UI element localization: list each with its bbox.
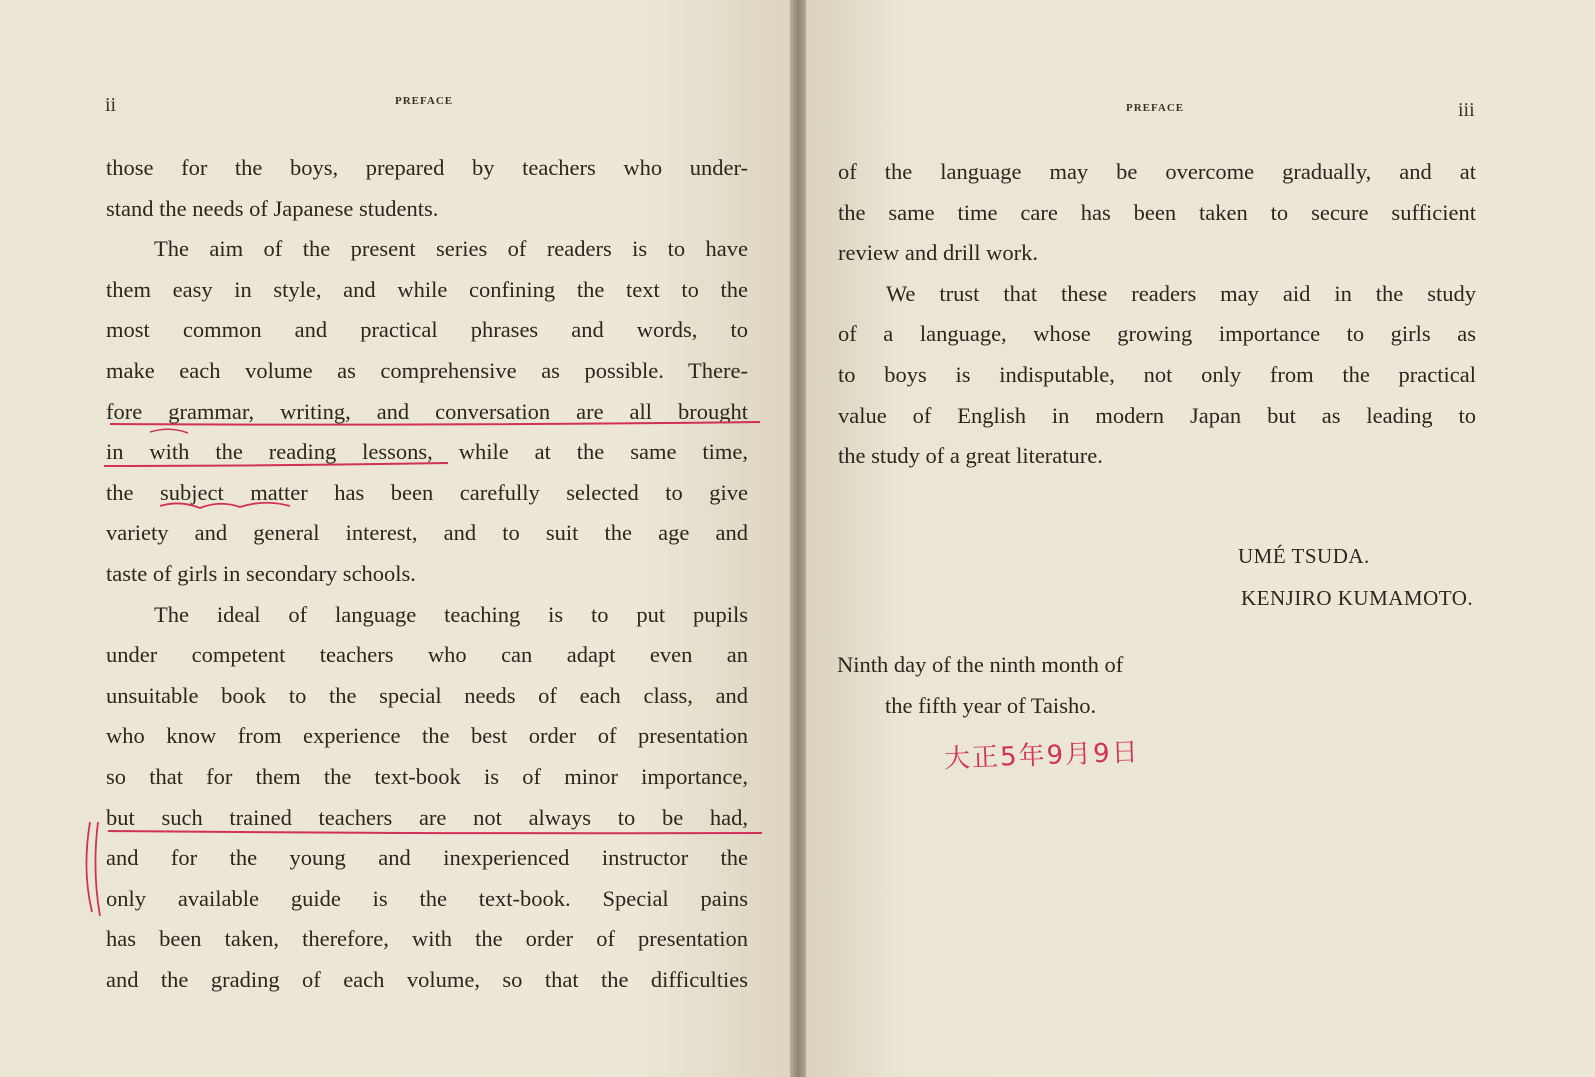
text-line: and for the young and inexperienced instructor the (106, 845, 748, 871)
text-line: make each volume as comprehensive as possible. There- (106, 357, 748, 383)
text-line: the subject matter has been carefully selected to give (106, 479, 748, 505)
text-line: them easy in style, and while confining the text to the (106, 276, 748, 302)
text-line: but such trained teachers are not always to be had, (106, 804, 748, 830)
text-line: the same time care has been taken to secure sufficient (838, 199, 1476, 225)
text-line: fore grammar, writing, and conversation are all brought (106, 398, 748, 424)
left-running-head: PREFACE (395, 95, 454, 107)
right-page (806, 0, 1595, 1077)
date-line-1: Ninth day of the ninth month of (837, 652, 1124, 677)
right-body-text (838, 152, 1476, 477)
text-line: to boys is indisputable, not only from the practical (838, 361, 1476, 387)
text-line: review and drill work. (838, 240, 1038, 266)
left-folio: ii (105, 94, 117, 116)
text-line: variety and general interest, and to suit the age and (106, 520, 748, 546)
text-line: has been taken, therefore, with the order of presentation (106, 926, 748, 952)
handwritten-date-note: 大正5年9月9日 (943, 737, 1141, 775)
text-line: stand the needs of Japanese students. (106, 195, 439, 221)
signature-ume-tsuda: UMÉ TSUDA. (1238, 544, 1370, 568)
right-folio: iii (1458, 99, 1475, 121)
text-line: The aim of the present series of readers is to have (154, 236, 748, 262)
text-line: only available guide is the text-book. Special pains (106, 885, 748, 911)
text-line: taste of girls in secondary schools. (106, 560, 416, 586)
text-line: of the language may be overcome gradually, and at (838, 159, 1476, 184)
book-gutter (790, 0, 806, 1077)
signature-kenjiro-kumamoto: KENJIRO KUMAMOTO. (1241, 586, 1474, 610)
right-running-head: PREFACE (1126, 102, 1185, 114)
text-line: We trust that these readers may aid in the study (886, 280, 1476, 306)
text-line: of a language, whose growing importance to girls as (838, 321, 1476, 347)
text-line: unsuitable book to the special needs of each class, and (106, 682, 748, 708)
text-line: the study of a great literature. (838, 443, 1103, 469)
text-line: The ideal of language teaching is to put pupils (154, 601, 748, 627)
left-body-text (106, 148, 748, 1000)
text-line: so that for them the text-book is of minor importance, (106, 763, 748, 789)
left-page (0, 0, 790, 1077)
text-line: in with the reading lessons, while at the same time, (106, 439, 748, 465)
date-line-2: the fifth year of Taisho. (885, 693, 1097, 718)
text-line: those for the boys, prepared by teachers who under- (106, 155, 748, 180)
text-line: most common and practical phrases and words, to (106, 317, 748, 343)
text-line: and the grading of each volume, so that the difficulties (106, 966, 748, 992)
text-line: who know from experience the best order of presentation (106, 723, 748, 749)
text-line: under competent teachers who can adapt even an (106, 642, 748, 668)
text-line: value of English in modern Japan but as leading to (838, 402, 1476, 428)
